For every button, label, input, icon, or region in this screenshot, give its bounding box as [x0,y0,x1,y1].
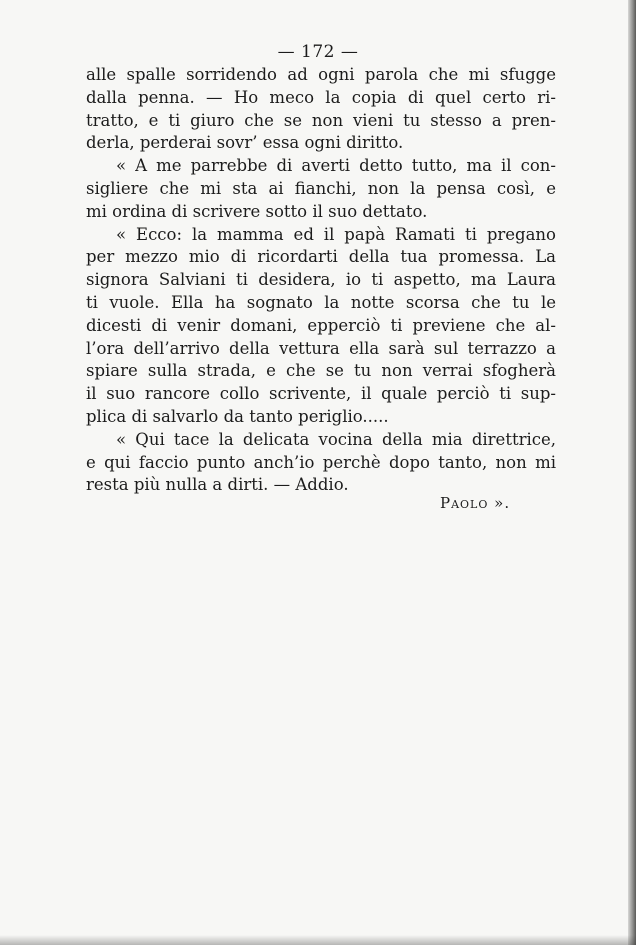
text-line: ti vuole. Ella ha sognato la notte scorsa che tu le [86,292,556,312]
text-line: signora Salviani ti desidera, io ti aspetto, ma Laura [86,270,556,290]
text-line: sigliere che mi sta ai fianchi, non la pensa così, e [86,178,556,198]
text-line: per mezzo mio di ricordarti della tua promessa. La [86,247,556,267]
text-line: resta più nulla a dirti. — Addio. [86,475,349,495]
text-line: tratto, e ti giuro che se non vieni tu stesso a pren- [86,110,556,130]
page-number: — 172 — [277,42,359,62]
text-line: dicesti di venir domani, epperciò ti previene che al- [86,315,556,335]
body-text [86,64,556,497]
page-bottom-shadow [0,935,636,945]
text-line: il suo rancore collo scrivente, il quale perciò ti sup- [86,384,556,404]
signature [440,494,510,512]
text-line: derla, perderai sovr’ essa ogni diritto. [86,133,404,153]
text-line: e qui faccio punto anch’io perchè dopo tanto, non mi [86,452,556,472]
text-line: « Ecco: la mamma ed il papà Ramati ti pregano [116,224,556,244]
text-line: spiare sulla strada, e che se tu non verrai sfogherà [86,361,556,381]
text-line: l’ora dell’arrivo della vettura ella sarà sul terrazzo a [86,338,556,358]
text-line: « Qui tace la delicata vocina della mia direttrice, [116,429,556,449]
page-edge-shadow [628,0,636,945]
text-line: alle spalle sorridendo ad ogni parola che mi sfugge [86,65,556,84]
text-line: plica di salvarlo da tanto periglio..... [86,406,389,426]
signature-text: Paolo ». [440,494,511,512]
text-line: « A me parrebbe di averti detto tutto, ma il con- [116,156,556,176]
text-line: mi ordina di scrivere sotto il suo dettato. [86,201,428,221]
text-line: dalla penna. — Ho meco la copia di quel certo ri- [86,87,556,107]
